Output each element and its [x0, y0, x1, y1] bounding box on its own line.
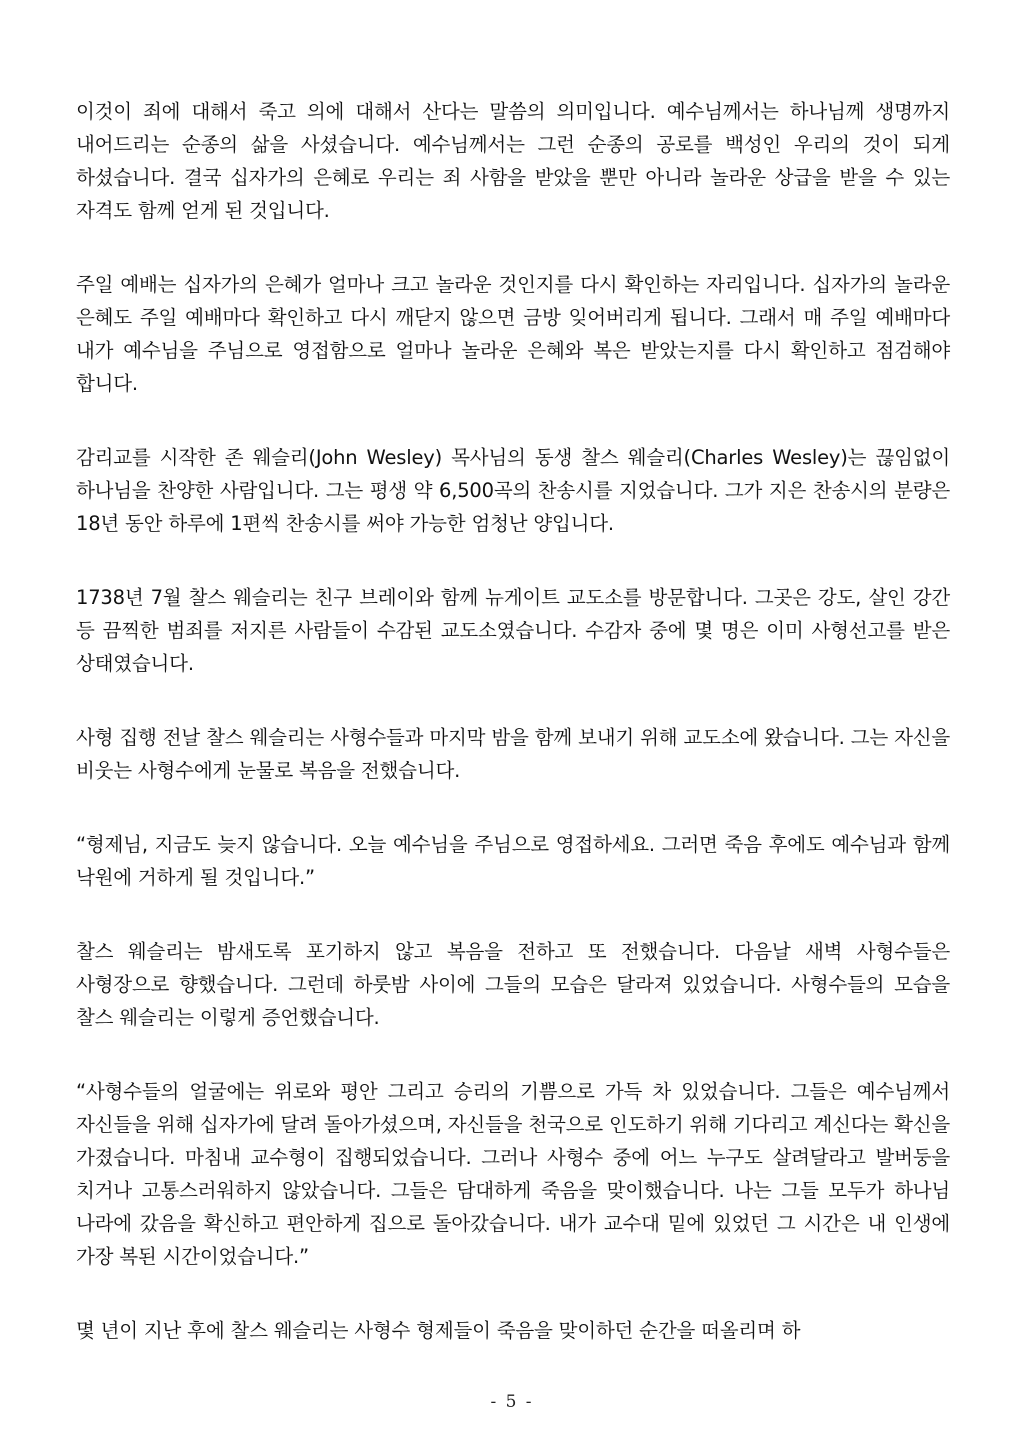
paragraph-4: 1738년 7월 찰스 웨슬리는 친구 브레이와 함께 뉴게이트 교도소를 방문합니다. 그곳은 강도, 살인 강간 등 끔찍한 범죄를 저지른 사람들이 수감된 교도소였습니다. 수감자 중에 몇 명은 이미 사형선고를 받은 상태였습니다. — [76, 586, 950, 675]
paragraph-9: 몇 년이 지난 후에 찰스 웨슬리는 사형수 형제들이 죽음을 맞이하던 순간을 떠올리며 하 — [76, 1319, 801, 1342]
page-number: - 5 - — [490, 1392, 534, 1412]
paragraph-3: 감리교를 시작한 존 웨슬리(John Wesley) 목사님의 동생 찰스 웨슬리(Charles Wesley)는 끊임없이 하나님을 찬양한 사람입니다. 그는 평생 약 6,500곡의 찬송시를 지었습니다. 그가 지은 찬송시의 분량은 18년 동안 하루에 1편씩 찬송시를 써야 가능한 엄청난 양입니다. — [76, 446, 950, 535]
paragraph-7: 찰스 웨슬리는 밤새도록 포기하지 않고 복음을 전하고 또 전했습니다. 다음날 새벽 사형수들은 사형장으로 향했습니다. 그런데 하룻밤 사이에 그들의 모습은 달라져 있었습니다. 사형수들의 모습을 찰스 웨슬리는 이렇게 증언했습니다. — [76, 940, 950, 1029]
paragraph-2: 주일 예배는 십자가의 은혜가 얼마나 크고 놀라운 것인지를 다시 확인하는 자리입니다. 십자가의 놀라운 은혜도 주일 예배마다 확인하고 다시 깨닫지 않으면 금방 잊어버리게 됩니다. 그래서 매 주일 예배마다 내가 예수님을 주님으로 영접함으로 얼마나 놀라운 은혜와 복은 받았는지를 다시 확인하고 점검해야 합니다. — [76, 273, 950, 395]
document-body — [76, 95, 950, 1388]
paragraph-5: 사형 집행 전날 찰스 웨슬리는 사형수들과 마지막 밤을 함께 보내기 위해 교도소에 왔습니다. 그는 자신을 비웃는 사형수에게 눈물로 복음을 전했습니다. — [76, 726, 950, 782]
paragraph-8-quote: “사형수들의 얼굴에는 위로와 평안 그리고 승리의 기쁨으로 가득 차 있었습니다. 그들은 예수님께서 자신들을 위해 십자가에 달려 돌아가셨으며, 자신들을 천국으로 인도하기 위해 기다리고 계신다는 확신을 가졌습니다. 마침내 교수형이 집행되었습니다. 그러나 사형수 중에 어느 누구도 살려달라고 발버둥을 치거나 고통스러워하지 않았습니다. 그들은 담대하게 죽음을 맞이했습니다. 나는 그들 모두가 하나님 나라에 갔음을 확신하고 편안하게 집으로 돌아갔습니다. 내가 교수대 밑에 있었던 그 시간은 내 인생에 가장 복된 시간이었습니다.” — [76, 1080, 950, 1268]
paragraph-1: 이것이 죄에 대해서 죽고 의에 대해서 산다는 말씀의 의미입니다. 예수님께서는 하나님께 생명까지 내어드리는 순종의 삶을 사셨습니다. 예수님께서는 그런 순종의 공로를 백성인 우리의 것이 되게 하셨습니다. 결국 십자가의 은혜로 우리는 죄 사함을 받았을 뿐만 아니라 놀라운 상급을 받을 수 있는 자격도 함께 얻게 된 것입니다. — [76, 100, 950, 222]
paragraph-6-quote: “형제님, 지금도 늦지 않습니다. 오늘 예수님을 주님으로 영접하세요. 그러면 죽음 후에도 예수님과 함께 낙원에 거하게 될 것입니다.” — [76, 833, 950, 889]
